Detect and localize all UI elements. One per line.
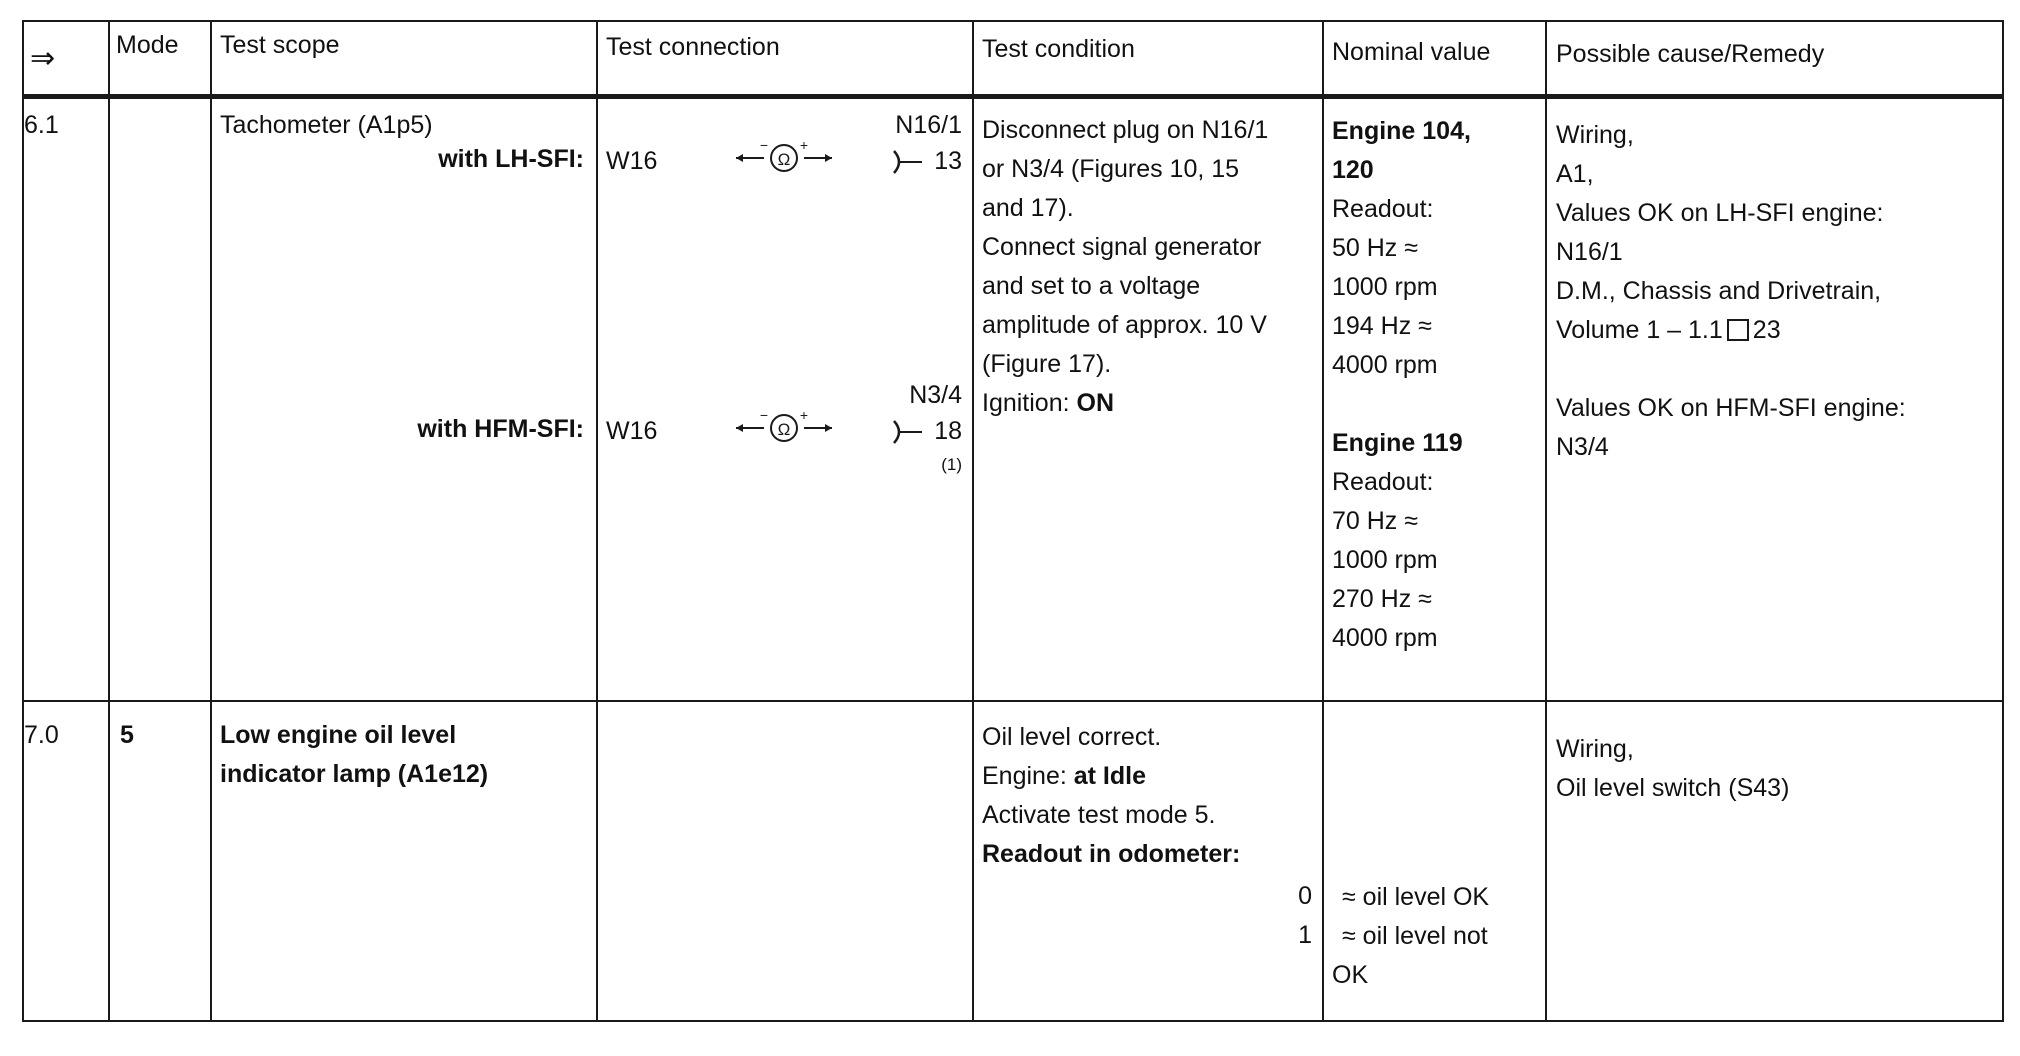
- row-mode: 5: [120, 721, 134, 749]
- svg-text:−: −: [759, 408, 769, 423]
- header-divider: [22, 94, 2004, 99]
- nominal-line: 50 Hz ≈: [1332, 234, 1418, 262]
- nominal-line: OK: [1332, 961, 1369, 989]
- column-divider: [596, 20, 598, 1022]
- scope-title: Low engine oil level: [220, 721, 457, 749]
- connection-hfm-right-label: N3/4: [909, 381, 962, 409]
- ignition-label: Ignition:: [982, 389, 1077, 417]
- condition-engine: [982, 757, 1146, 796]
- connection-hfm-left: W16: [606, 417, 658, 445]
- nominal-line: 1000 rpm: [1332, 546, 1438, 574]
- condition-readout-heading: Readout in odometer:: [982, 840, 1241, 868]
- svg-text:−: −: [759, 138, 769, 153]
- connection-lh-right-label: N16/1: [895, 111, 962, 139]
- header-possible-cause: Possible cause/Remedy: [1556, 40, 1825, 68]
- column-divider: [972, 20, 974, 1022]
- condition-line: (Figure 17).: [982, 350, 1112, 378]
- cause-line: Wiring,: [1556, 735, 1634, 763]
- condition-line: Connect signal generator: [982, 233, 1262, 261]
- nominal-line: ≈ oil level not: [1342, 922, 1488, 950]
- cause-line: N3/4: [1556, 433, 1609, 461]
- cause-volume-page: 23: [1752, 316, 1781, 344]
- scope-with-lh: with LH-SFI:: [438, 145, 584, 173]
- readout-value: 1: [1298, 921, 1312, 949]
- cause-volume-reference: [1556, 311, 1781, 350]
- nominal-line: 1000 rpm: [1332, 273, 1438, 301]
- cause-line: D.M., Chassis and Drivetrain,: [1556, 277, 1882, 305]
- svg-text:Ω: Ω: [777, 420, 791, 439]
- svg-text:+: +: [799, 138, 809, 153]
- header-arrow: ⇒: [30, 42, 56, 75]
- connection-footnote: (1): [941, 455, 962, 474]
- header-test-connection: Test connection: [606, 33, 780, 61]
- condition-line: or N3/4 (Figures 10, 15: [982, 155, 1240, 183]
- nominal-line: 4000 rpm: [1332, 351, 1438, 379]
- nominal-engine-heading: 120: [1332, 156, 1374, 184]
- cause-line: Values OK on HFM-SFI engine:: [1556, 394, 1906, 422]
- cause-line: A1,: [1556, 160, 1594, 188]
- column-divider: [1545, 20, 1547, 1022]
- header-mode: Mode: [116, 31, 179, 59]
- header-nominal-value: Nominal value: [1332, 38, 1491, 66]
- readout-value: 0: [1298, 882, 1312, 910]
- nominal-line: ≈ oil level OK: [1342, 883, 1490, 911]
- condition-line: and set to a voltage: [982, 272, 1201, 300]
- cause-line: Wiring,: [1556, 121, 1634, 149]
- svg-text:+: +: [799, 408, 809, 423]
- engine-value: at Idle: [1073, 762, 1146, 790]
- connection-hfm-pin: 18: [934, 417, 962, 445]
- scope-title: indicator lamp (A1e12): [220, 760, 489, 788]
- scope-with-hfm: with HFM-SFI:: [417, 415, 584, 443]
- condition-line: amplitude of approx. 10 V: [982, 311, 1267, 339]
- condition-line: Oil level correct.: [982, 723, 1162, 751]
- cause-line: N16/1: [1556, 238, 1623, 266]
- condition-line: and 17).: [982, 194, 1074, 222]
- signal-generator-icon: [734, 138, 834, 178]
- nominal-line: 70 Hz ≈: [1332, 507, 1418, 535]
- column-divider: [1322, 20, 1324, 1022]
- row-number: 7.0: [24, 721, 59, 749]
- cause-line: Oil level switch (S43): [1556, 774, 1790, 802]
- cause-line: Values OK on LH-SFI engine:: [1556, 199, 1884, 227]
- header-test-scope: Test scope: [220, 31, 340, 59]
- nominal-line: 194 Hz ≈: [1332, 312, 1432, 340]
- connection-lh-pin: 13: [934, 147, 962, 175]
- condition-line: Activate test mode 5.: [982, 801, 1216, 829]
- nominal-line: Readout:: [1332, 195, 1434, 223]
- nominal-line: 4000 rpm: [1332, 624, 1438, 652]
- scope-title: Tachometer (A1p5): [220, 111, 433, 139]
- test-table: [22, 20, 2004, 1022]
- ignition-value: ON: [1076, 389, 1115, 417]
- column-divider: [108, 20, 110, 1022]
- nominal-engine-heading: Engine 119: [1332, 429, 1463, 457]
- signal-generator-icon: [734, 408, 834, 448]
- nominal-line: 270 Hz ≈: [1332, 585, 1432, 613]
- row-number: 6.1: [24, 111, 59, 139]
- condition-ignition: [982, 384, 1114, 423]
- cause-volume-text: Volume 1 – 1.1: [1556, 316, 1723, 344]
- nominal-line: Readout:: [1332, 468, 1434, 496]
- connection-lh-left: W16: [606, 147, 658, 175]
- condition-line: Disconnect plug on N16/1: [982, 116, 1269, 144]
- nominal-engine-heading: Engine 104,: [1332, 117, 1471, 145]
- header-test-condition: Test condition: [982, 35, 1135, 63]
- page-reference-box-icon: [1727, 319, 1749, 341]
- row-divider: [22, 700, 2004, 702]
- svg-text:Ω: Ω: [777, 150, 791, 169]
- engine-label: Engine:: [982, 762, 1074, 790]
- column-divider: [210, 20, 212, 1022]
